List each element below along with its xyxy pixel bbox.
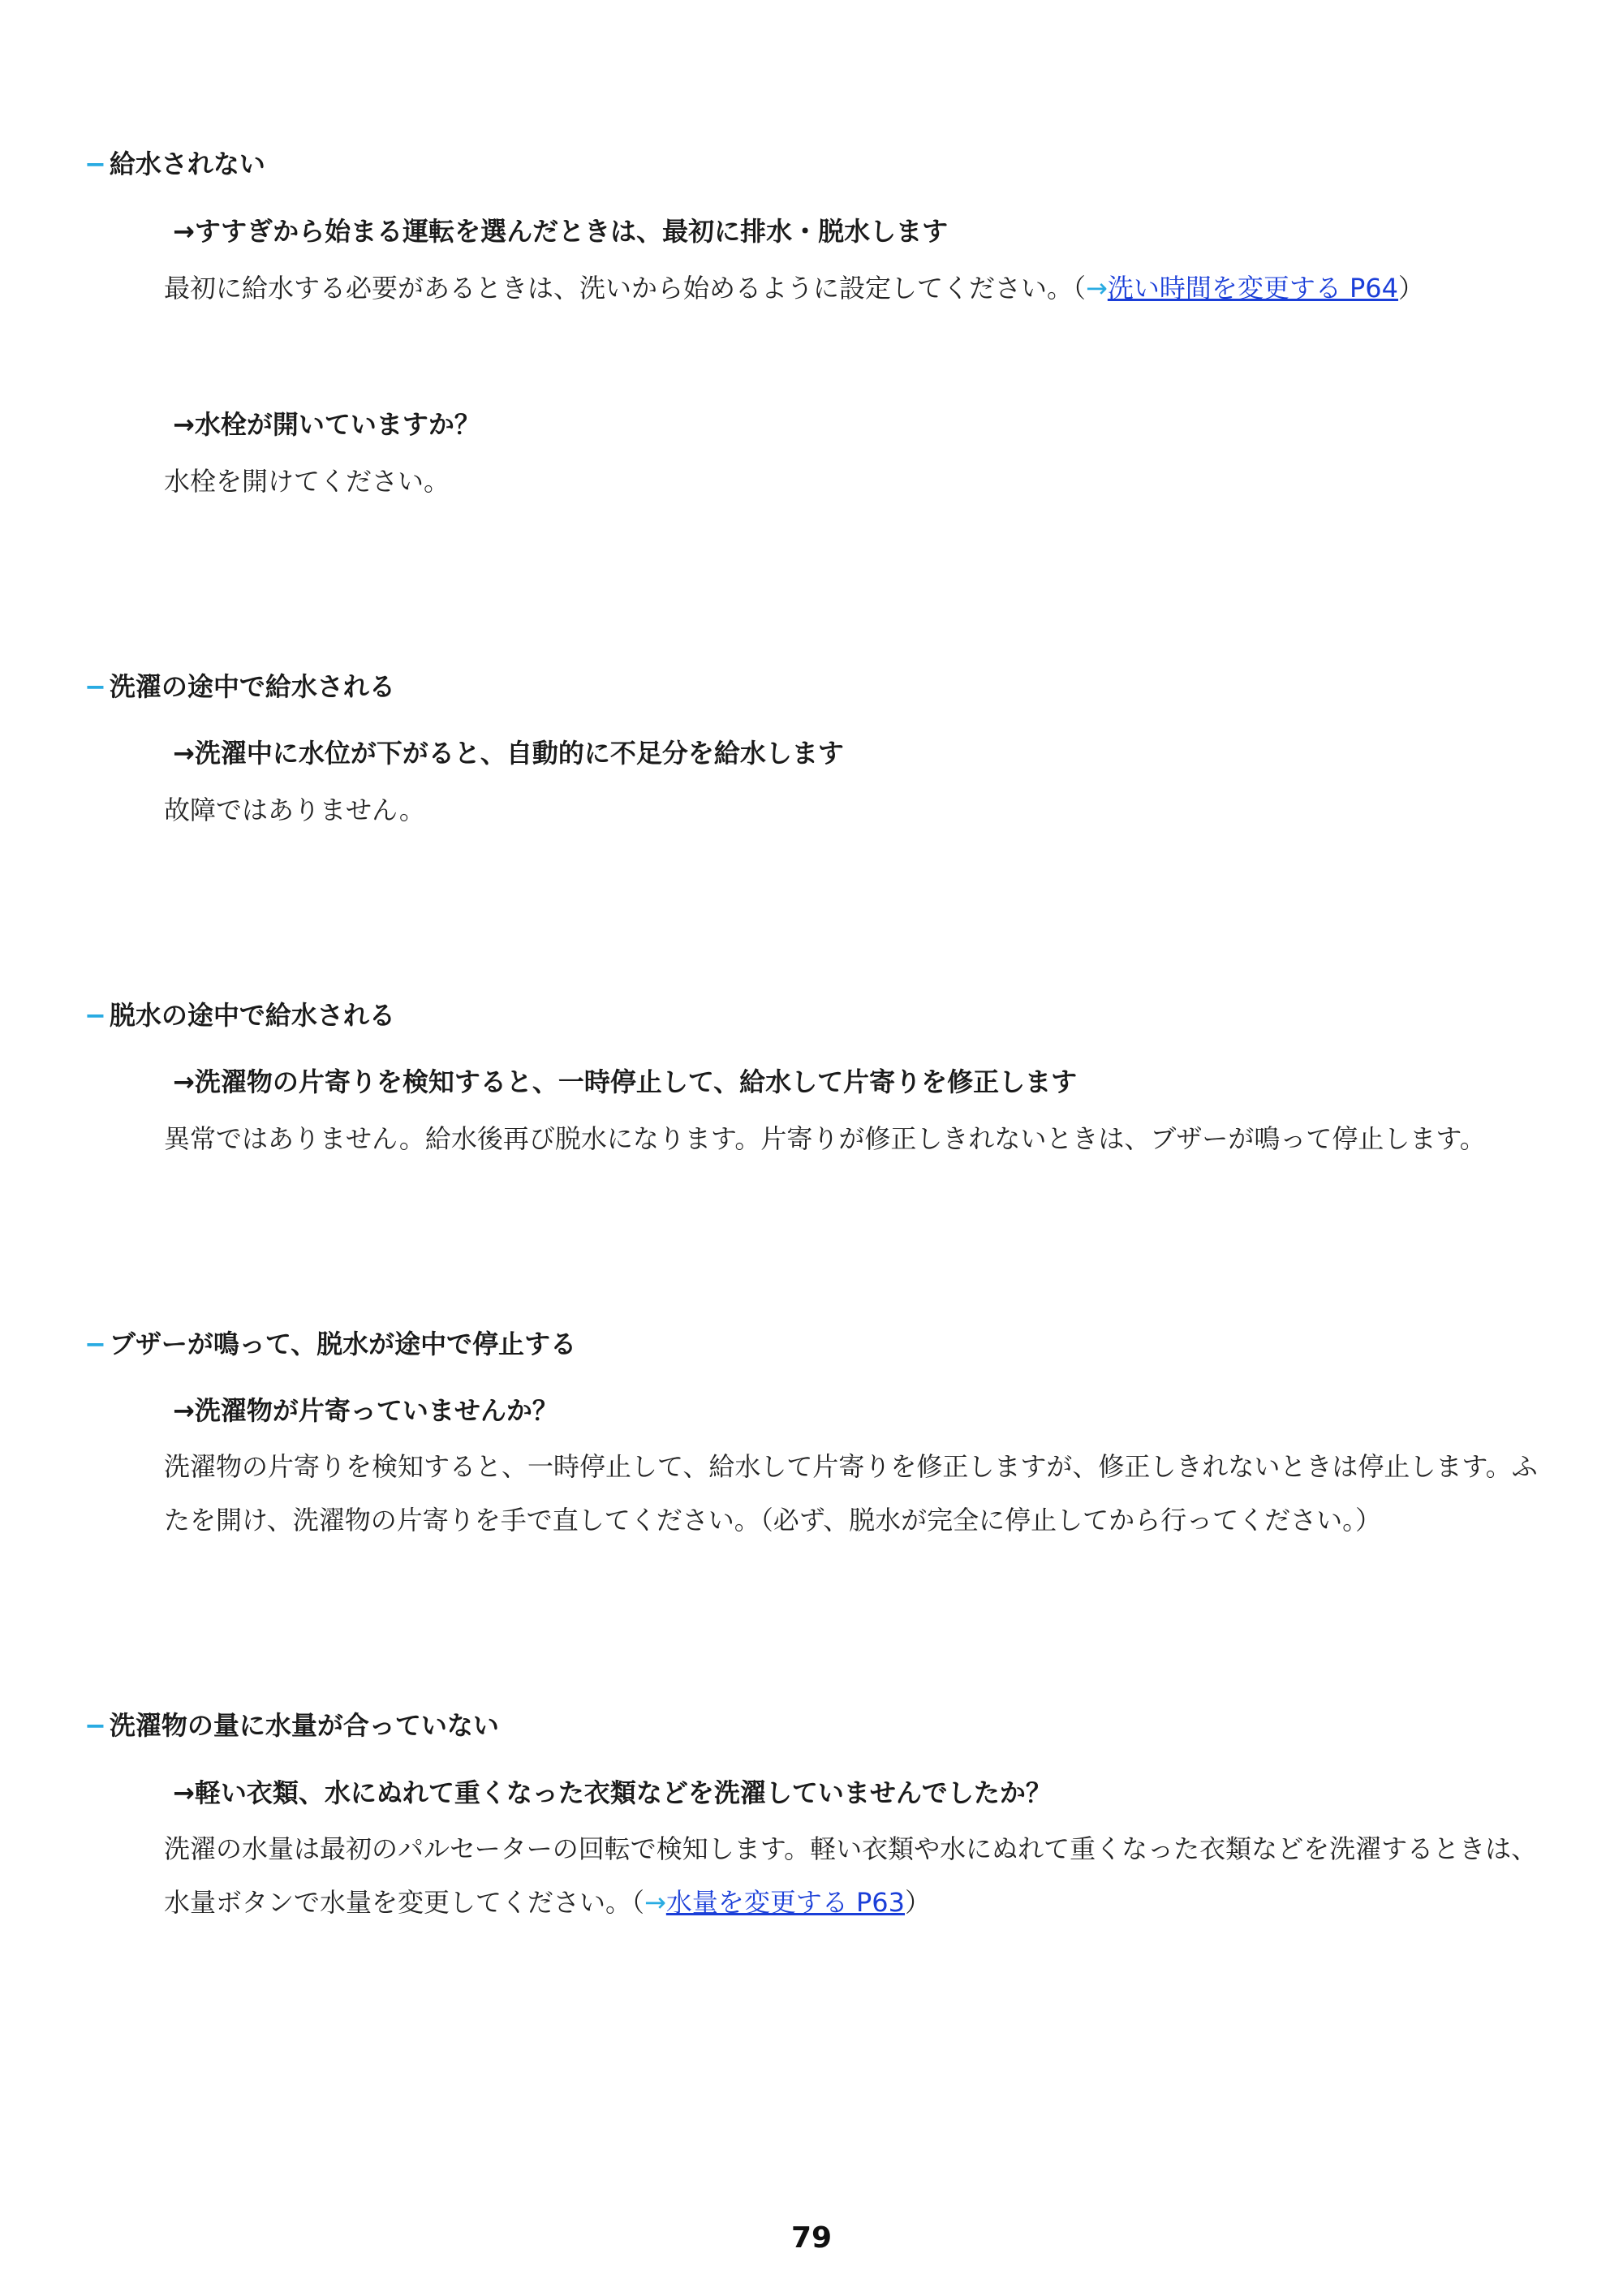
section-title-text: ブザーが鳴って、脱水が途中で停止する: [109, 1329, 577, 1359]
cause-heading: →洗濯物の片寄りを検知すると、一時停止して、給水して片寄りを修正します: [173, 1066, 1078, 1097]
section-title-water-during-wash: [84, 670, 395, 703]
page-number: 79: [790, 2221, 833, 2255]
explanation-text-body: 洗濯の水量は最初のパルセーターの回転で検知します。軽い衣類や水にぬれて重くなった衣類などを洗濯するときは、水量ボタンで水量を変更してください。（: [164, 1833, 1538, 1918]
section-title-text: 給水されない: [109, 149, 265, 179]
section-title-water-amount-mismatch: [84, 1709, 499, 1742]
section-title-water-during-spin: [84, 999, 395, 1032]
cause-heading: →軽い衣類、水にぬれて重くなった衣類などを洗濯していませんでしたか？: [173, 1777, 1052, 1808]
dash-marker: −: [84, 671, 106, 702]
link-change-wash-time[interactable]: 洗い時間を変更する P64: [1107, 273, 1399, 304]
section-title-buzzer-spin-stop: [84, 1328, 576, 1360]
link-change-water-amount[interactable]: 水量を変更する P63: [665, 1887, 906, 1918]
section-title-text: 脱水の途中で給水される: [109, 1000, 395, 1031]
dash-marker: −: [84, 149, 106, 179]
link-arrow: →: [644, 1887, 666, 1918]
explanation-text-close: ）: [905, 1887, 932, 1918]
explanation-text: [164, 261, 1543, 315]
dash-marker: −: [84, 1000, 106, 1031]
link-arrow: →: [1086, 273, 1108, 304]
explanation-text: [164, 1822, 1543, 1929]
cause-heading: →水栓が開いていますか？: [173, 409, 480, 440]
explanation-text-close: ）: [1398, 273, 1425, 304]
dash-marker: −: [84, 1329, 106, 1359]
section-title-text: 洗濯の途中で給水される: [109, 671, 395, 702]
explanation-text: 異常ではありません。給水後再び脱水になります。片寄りが修正しきれないときは、ブザーが鳴って停止します。: [164, 1123, 1486, 1154]
section-title-no-water-supply: [84, 148, 265, 180]
cause-heading: →すすぎから始まる運転を選んだときは、最初に排水・脱水します: [173, 216, 949, 247]
dash-marker: −: [84, 1710, 106, 1741]
explanation-text: 故障ではありません。: [164, 795, 425, 825]
explanation-text: 水栓を開けてください。: [164, 466, 450, 497]
explanation-text: 洗濯物の片寄りを検知すると、一時停止して、給水して片寄りを修正しますが、修正しきれないときは停止します。ふたを開け、洗濯物の片寄りを手で直してください。（必ず、脱水が完全に停止してから行ってください。）: [164, 1451, 1538, 1536]
section-title-text: 洗濯物の量に水量が合っていない: [109, 1710, 499, 1741]
cause-heading: →洗濯中に水位が下がると、自動的に不足分を給水します: [173, 738, 844, 769]
explanation-text-body: 最初に給水する必要があるときは、洗いから始めるように設定してください。（: [164, 273, 1087, 304]
cause-heading: →洗濯物が片寄っていませんか？: [173, 1395, 558, 1426]
